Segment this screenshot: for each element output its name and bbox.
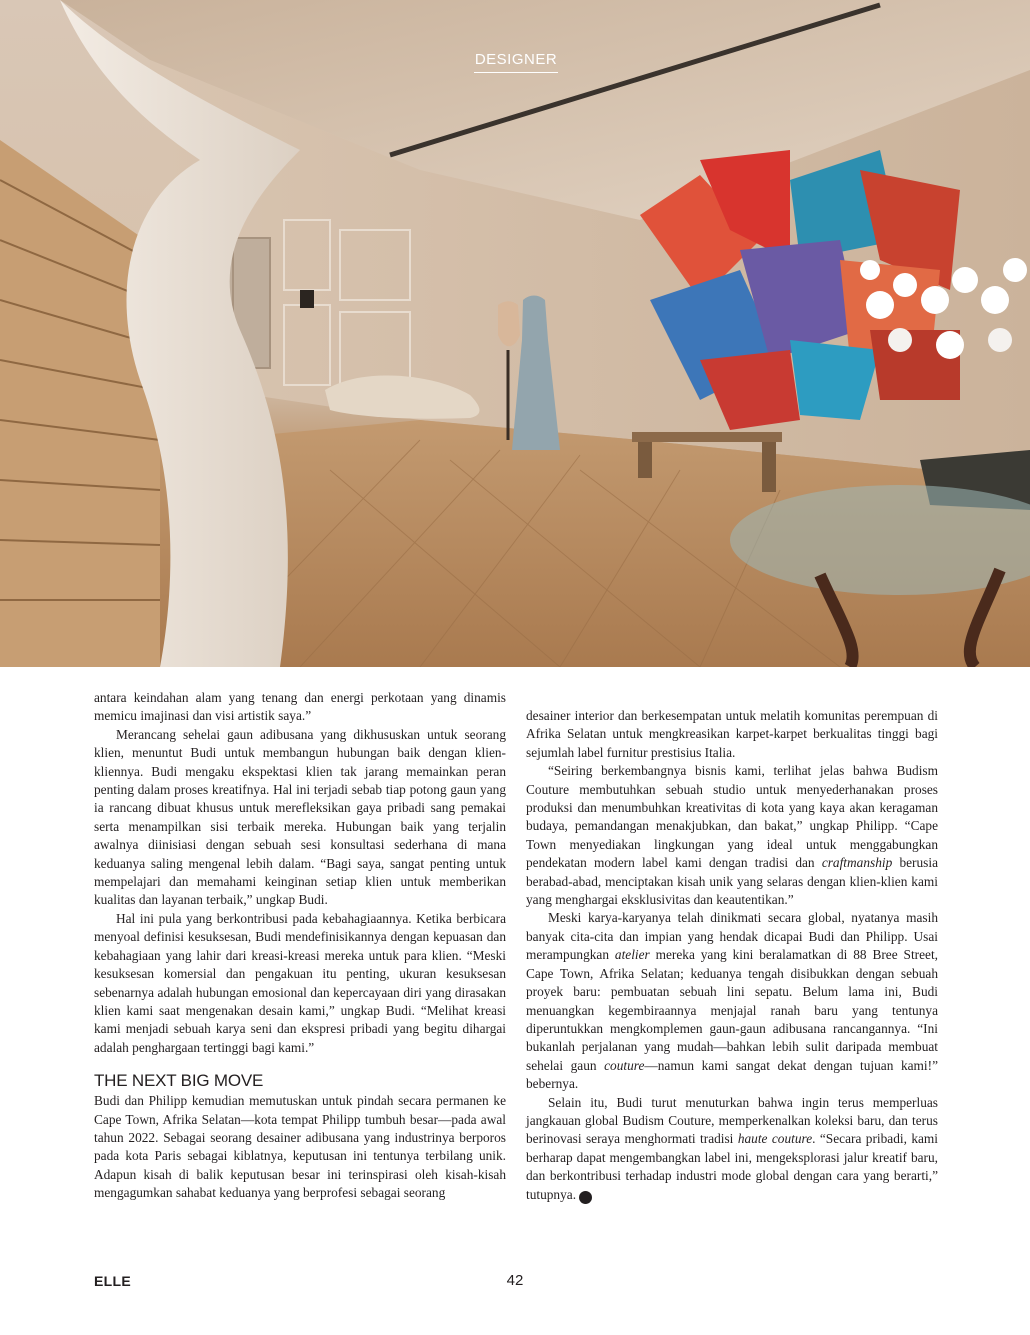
paragraph <box>526 1094 938 1204</box>
italic-term: haute couture <box>737 1131 813 1147</box>
paragraph: desainer interior dan berkesempatan untuk melatih komunitas perempuan di Afrika Selatan untuk mengkreasikan karpet-karpet berkualitas tinggi bagi sejumlah label furnitur prestisius Italia. <box>526 708 938 760</box>
section-tag: DESIGNER <box>474 50 558 73</box>
paragraph: Merancang sehelai gaun adibusana yang dikhususkan untuk seorang klien, menuntut Budi untuk membangun hubungan baik dengan klien-kliennya. Budi mengaku ekspektasi klien tak jarang memainkan peran penting dalam proses kreatifnya. Hal ini terjadi sebab tiap potong gaun yang ia rancang dibuat khusus untuk merefleksikan gaya pribadi sang pemakai serta menampilkan sisi terbaik mereka. Hubungan baik yang terjalin awalnya diinisiasi dengan sebuah sesi konsultasi sederhana di mana keduanya saling mengenal lebih dalam. “Bagi saya, sangat penting untuk mempelajari dan memahami keinginan setiap klien untuk memberikan kualitas dan layanan terbaik,” ungkap Budi. <box>94 726 506 908</box>
wall-sconce <box>300 290 314 308</box>
end-mark-icon: B <box>579 1191 592 1204</box>
article-column-right <box>526 707 938 1204</box>
paragraph <box>526 909 938 1093</box>
text-run: —namun kami sangat dekat dengan tujuan kami!” bebernya. <box>526 1057 938 1092</box>
paragraph <box>526 762 938 909</box>
stair-steps <box>0 140 160 667</box>
article-column-left <box>94 689 506 1203</box>
interior-illustration <box>0 0 1030 667</box>
text-run: . “Secara pribadi, kami berharap dapat mengembangkan label ini, mengeksplorasi jalur kreatif baru, dan berkontribusi terhadap industri mode global dengan cara yang berarti,” tutupnya. <box>526 1131 938 1202</box>
italic-term: craftmanship <box>821 855 893 871</box>
text-run: “Seiring berkembangnya bisnis kami, terlihat jelas bahwa Budism Couture membutuhkan sebuah studio untuk menyederhanakan proses produksi dan menumbuhkan kreativitas di kota yang kaya akan keragaman budaya, pemandangan menakjubkan, dan bakat,” ungkap Philipp. “Cape Town menyediakan lingkungan yang ideal untuk menggabungkan pendekatan modern label kami dengan tradisi dan <box>526 763 938 871</box>
magazine-logo: ELLE <box>94 1273 131 1289</box>
text-run: Selain itu, Budi turut menuturkan bahwa ingin terus memperluas jangkauan global Budism Couture, memperkenalkan koleksi baru, dan terus berinovasi seraya menghormati tradisi <box>526 1094 938 1147</box>
mannequin <box>498 301 520 346</box>
subheading: THE NEXT BIG MOVE <box>94 1071 264 1091</box>
text-run: berusia berabad-abad, menciptakan kisah unik yang selaras dengan klien-klien kami yang menghargai eksklusivitas dan keautentikan.” <box>526 855 938 908</box>
hero-photo <box>0 0 1030 667</box>
paragraph: Budi dan Philipp kemudian memutuskan untuk pindah secara permanen ke Cape Town, Afrika Selatan—kota tempat Philipp tumbuh besar—pada awal tahun 2022. Sebagai seorang desainer adibusana yang industrinya berporos pada kota Paris sebagai kiblatnya, keputusan ini tentunya terbilang unik. Adapun kisah di balik keputusan besar ini terinspirasi oleh kisah-kisah mengagumkan sahabat keduanya yang berprofesi sebagai seorang <box>94 1093 506 1201</box>
paragraph: Hal ini pula yang berkontribusi pada kebahagiaannya. Ketika berbicara menyoal definisi kesuksesan, Budi mendefinisikannya dengan kepuasan dan kebahagiaan yang lahir dari kreasi-kreasi mereka untuk para klien. “Meski kesuksesan komersial dan pengakuan itu penting, ukuran kesuksesan sebenarnya adalah hubungan emosional dan kepercayaan diri yang dirasakan klien kami saat mengenakan desain kami,” ungkap Budi. “Melihat kreasi kami menjadi sebuah karya seni dan ekspresi pribadi yang begitu dihargai adalah penghargaan tertinggi bagi kami.” <box>94 910 506 1055</box>
page-number: 42 <box>506 1272 524 1289</box>
italic-term: atelier <box>614 947 650 963</box>
text-run: Meski karya-karyanya telah dinikmati secara global, nyatanya masih banyak cita-cita dan impian yang hendak dicapai Budi dan Philipp. Usai merampungkan <box>526 910 938 963</box>
text-run: mereka yang kini beralamatkan di 88 Bree Street, Cape Town, Afrika Selatan; keduanya tengah disibukkan dengan sebuah proyek baru: pembuatan sebuah lini sepatu. Belum lama ini, Budi menuangkan kegembiraannya menjajal ranah baru yang tentunya diperuntukkan mengkomplemen gaun-gaun adibusana rancangannya. “Ini bukanlah perjalanan yang mudah—bahkan lebih sulit daripada membuat sehelai gaun <box>526 947 938 1073</box>
paragraph: antara keindahan alam yang tenang dan energi perkotaan yang dinamis memicu imajinasi dan visi artistik saya.” <box>94 690 506 724</box>
bench <box>632 432 782 442</box>
italic-term: couture <box>604 1057 645 1073</box>
